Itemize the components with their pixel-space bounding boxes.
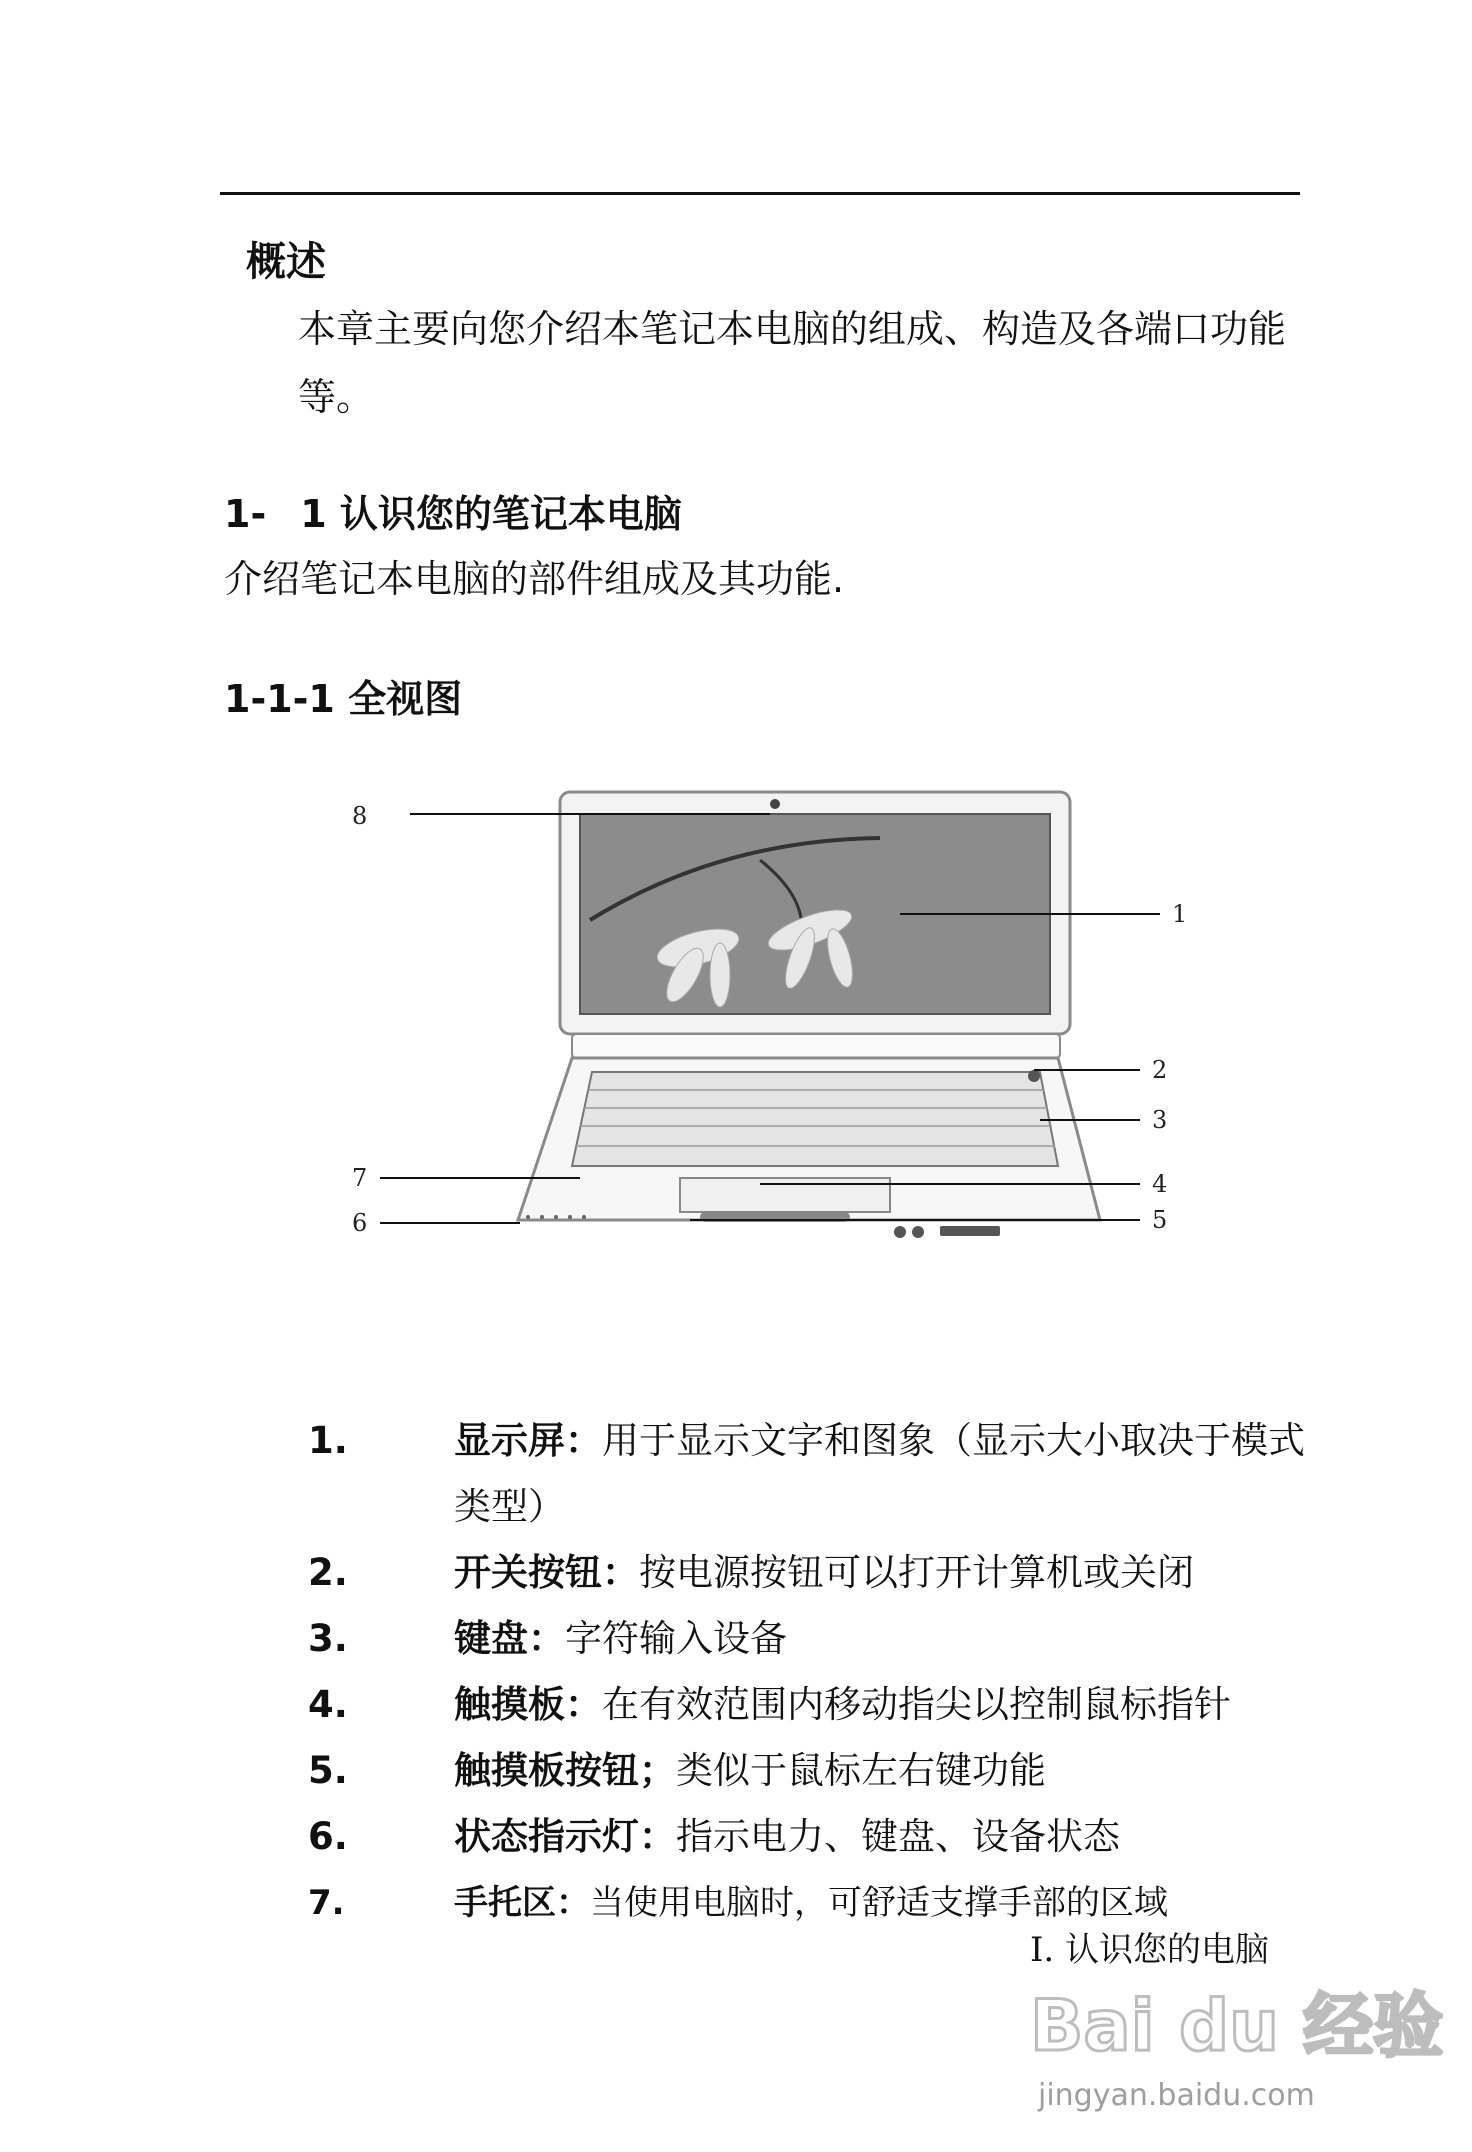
- subsection-heading: 1-1-1 全视图: [224, 677, 463, 721]
- legend-number: 6.: [308, 1815, 348, 1858]
- legend-item-2: [308, 1540, 1308, 1606]
- overview-intro: 本章主要向您介绍本笔记本电脑的组成、构造及各端口功能等。: [298, 307, 1287, 419]
- legend-desc: 用于显示文字和图象（显示大小取决于模式类型）: [454, 1419, 1305, 1528]
- legend-desc: 在有效范围内移动指尖以控制鼠标指针: [602, 1683, 1231, 1726]
- header-rule: [220, 192, 1300, 195]
- overview-heading: 概述: [246, 239, 326, 285]
- legend-number: 3.: [308, 1617, 348, 1660]
- legend-term: 状态指示灯：: [454, 1815, 676, 1858]
- legend-term: 触摸板按钮；: [454, 1749, 676, 1792]
- callout-7: 7: [352, 1164, 368, 1192]
- legend-term: 手托区：: [454, 1883, 590, 1923]
- watermark-logo: [1030, 1970, 1444, 2120]
- legend-term: 键盘：: [454, 1617, 565, 1660]
- callout-3: 3: [1152, 1106, 1168, 1134]
- component-legend: [308, 1408, 1308, 1936]
- legend-desc: 指示电力、键盘、设备状态: [676, 1815, 1120, 1858]
- section-number: 1-: [224, 492, 267, 536]
- keyboard: [572, 1072, 1058, 1166]
- section-description: 介绍笔记本电脑的部件组成及其功能.: [224, 557, 845, 601]
- legend-item-1: [308, 1408, 1308, 1540]
- laptop-illustration: [340, 780, 1190, 1340]
- legend-item-6: [308, 1804, 1308, 1870]
- legend-item-3: [308, 1606, 1308, 1672]
- legend-term: 触摸板：: [454, 1683, 602, 1726]
- legend-term: 开关按钮：: [454, 1551, 639, 1594]
- watermark-url: jingyan.baidu.com: [1038, 2078, 1315, 2113]
- legend-number: 4.: [308, 1683, 348, 1726]
- callout-6: 6: [352, 1209, 368, 1237]
- legend-item-4: [308, 1672, 1308, 1738]
- callout-1: 1: [1172, 900, 1188, 928]
- section-title: 1 认识您的笔记本电脑: [300, 492, 682, 536]
- callout-4: 4: [1152, 1170, 1168, 1198]
- power-button-icon: [1028, 1070, 1040, 1082]
- legend-number: 5.: [308, 1749, 348, 1792]
- callout-5: 5: [1152, 1206, 1168, 1234]
- port-icons: [894, 1226, 1000, 1238]
- watermark-brand: Bai du 经验: [1030, 1985, 1444, 2067]
- legend-desc: 类似于鼠标左右键功能: [676, 1749, 1046, 1792]
- laptop-figure: [340, 780, 1190, 1340]
- section-heading: [224, 483, 682, 538]
- legend-number: 1.: [308, 1419, 348, 1462]
- webcam-icon: [770, 799, 780, 809]
- legend-number: 2.: [308, 1551, 348, 1594]
- legend-desc: 按电源按钮可以打开计算机或关闭: [639, 1551, 1194, 1594]
- legend-item-5: [308, 1738, 1308, 1804]
- legend-term: 显示屏：: [454, 1419, 602, 1462]
- legend-desc: 当使用电脑时，可舒适支撑手部的区域: [590, 1883, 1168, 1923]
- legend-number: 7.: [308, 1883, 345, 1923]
- callout-2: 2: [1152, 1056, 1168, 1084]
- callout-8: 8: [352, 802, 368, 830]
- legend-desc: 字符输入设备: [565, 1617, 787, 1660]
- page-footer: I. 认识您的电脑: [1030, 1930, 1270, 1970]
